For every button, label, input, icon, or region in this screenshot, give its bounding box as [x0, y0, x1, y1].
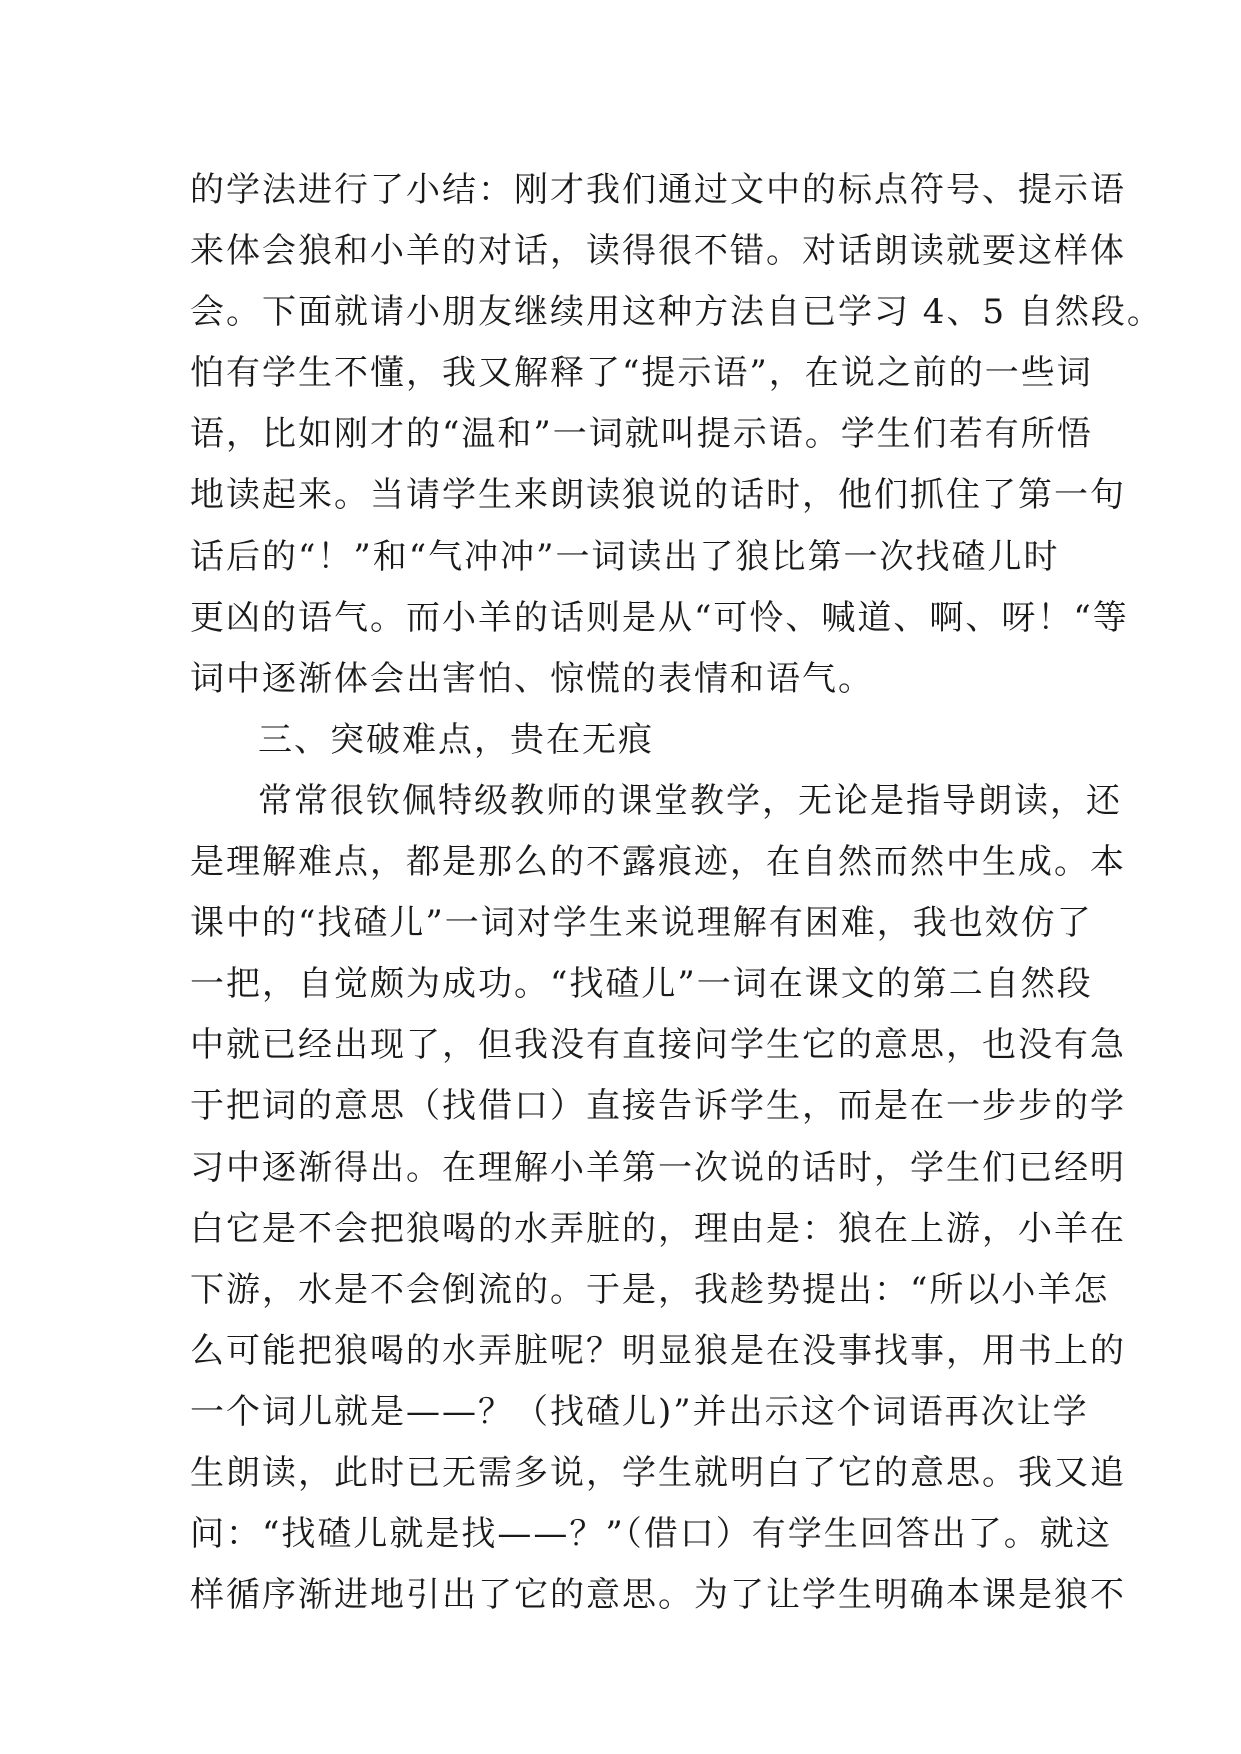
text-line: 是理解难点，都是那么的不露痕迹，在自然而然中生成。本 [190, 842, 1126, 883]
text-line: 词中逐渐体会出害怕、惊慌的表情和语气。 [190, 658, 874, 699]
text-line: 话后的“！”和“气冲冲”一词读出了狼比第一次找碴儿时 [190, 536, 1060, 577]
text-line: 一把，自觉颇为成功。“找碴儿”一词在课文的第二自然段 [190, 964, 1093, 1005]
text-line: 语，比如刚才的“温和”一词就叫提示语。学生们若有所悟 [190, 414, 1093, 455]
text-line: 更凶的语气。而小羊的话则是从“可怜、喊道、啊、呀！“等 [190, 597, 1129, 638]
text-line: 生朗读，此时已无需多说，学生就明白了它的意思。我又追 [190, 1452, 1126, 1493]
text-line: 问：“找碴儿就是找——？”（借口）有学生回答出了。就这 [190, 1514, 1112, 1555]
text-line: 于把词的意思（找借口）直接告诉学生，而是在一步步的学 [190, 1086, 1126, 1127]
text-line: 来体会狼和小羊的对话，读得很不错。对话朗读就要这样体 [190, 231, 1126, 272]
text-line: 中就已经出现了，但我没有直接问学生它的意思，也没有急 [190, 1025, 1126, 1066]
text-line: 的学法进行了小结：刚才我们通过文中的标点符号、提示语 [190, 170, 1126, 210]
text-line: 课中的“找碴儿”一词对学生来说理解有困难，我也效仿了 [190, 903, 1093, 944]
text-line: 习中逐渐得出。在理解小羊第一次说的话时，学生们已经明 [190, 1147, 1126, 1188]
text-line: 白它是不会把狼喝的水弄脏的，理由是：狼在上游，小羊在 [190, 1208, 1126, 1249]
text-line: 怕有学生不懂，我又解释了“提示语”，在说之前的一些词 [190, 353, 1093, 394]
text-line: 样循序渐进地引出了它的意思。为了让学生明确本课是狼不 [190, 1575, 1126, 1616]
body-text [190, 160, 1163, 1626]
text-line: 地读起来。当请学生来朗读狼说的话时，他们抓住了第一句 [190, 475, 1126, 516]
section-heading: 三、突破难点，贵在无痕 [258, 719, 654, 760]
text-line: 会。下面就请小朋友继续用这种方法自已学习 4、5 自然段。 [190, 292, 1163, 333]
text-line: 常常很钦佩特级教师的课堂教学，无论是指导朗读，还 [258, 780, 1122, 821]
text-line: 一个词儿就是——？（找碴儿)”并出示这个词语再次让学 [190, 1391, 1089, 1432]
text-line: 么可能把狼喝的水弄脏呢？明显狼是在没事找事，用书上的 [190, 1330, 1126, 1371]
text-line: 下游，水是不会倒流的。于是，我趁势提出：“所以小羊怎 [190, 1269, 1110, 1310]
